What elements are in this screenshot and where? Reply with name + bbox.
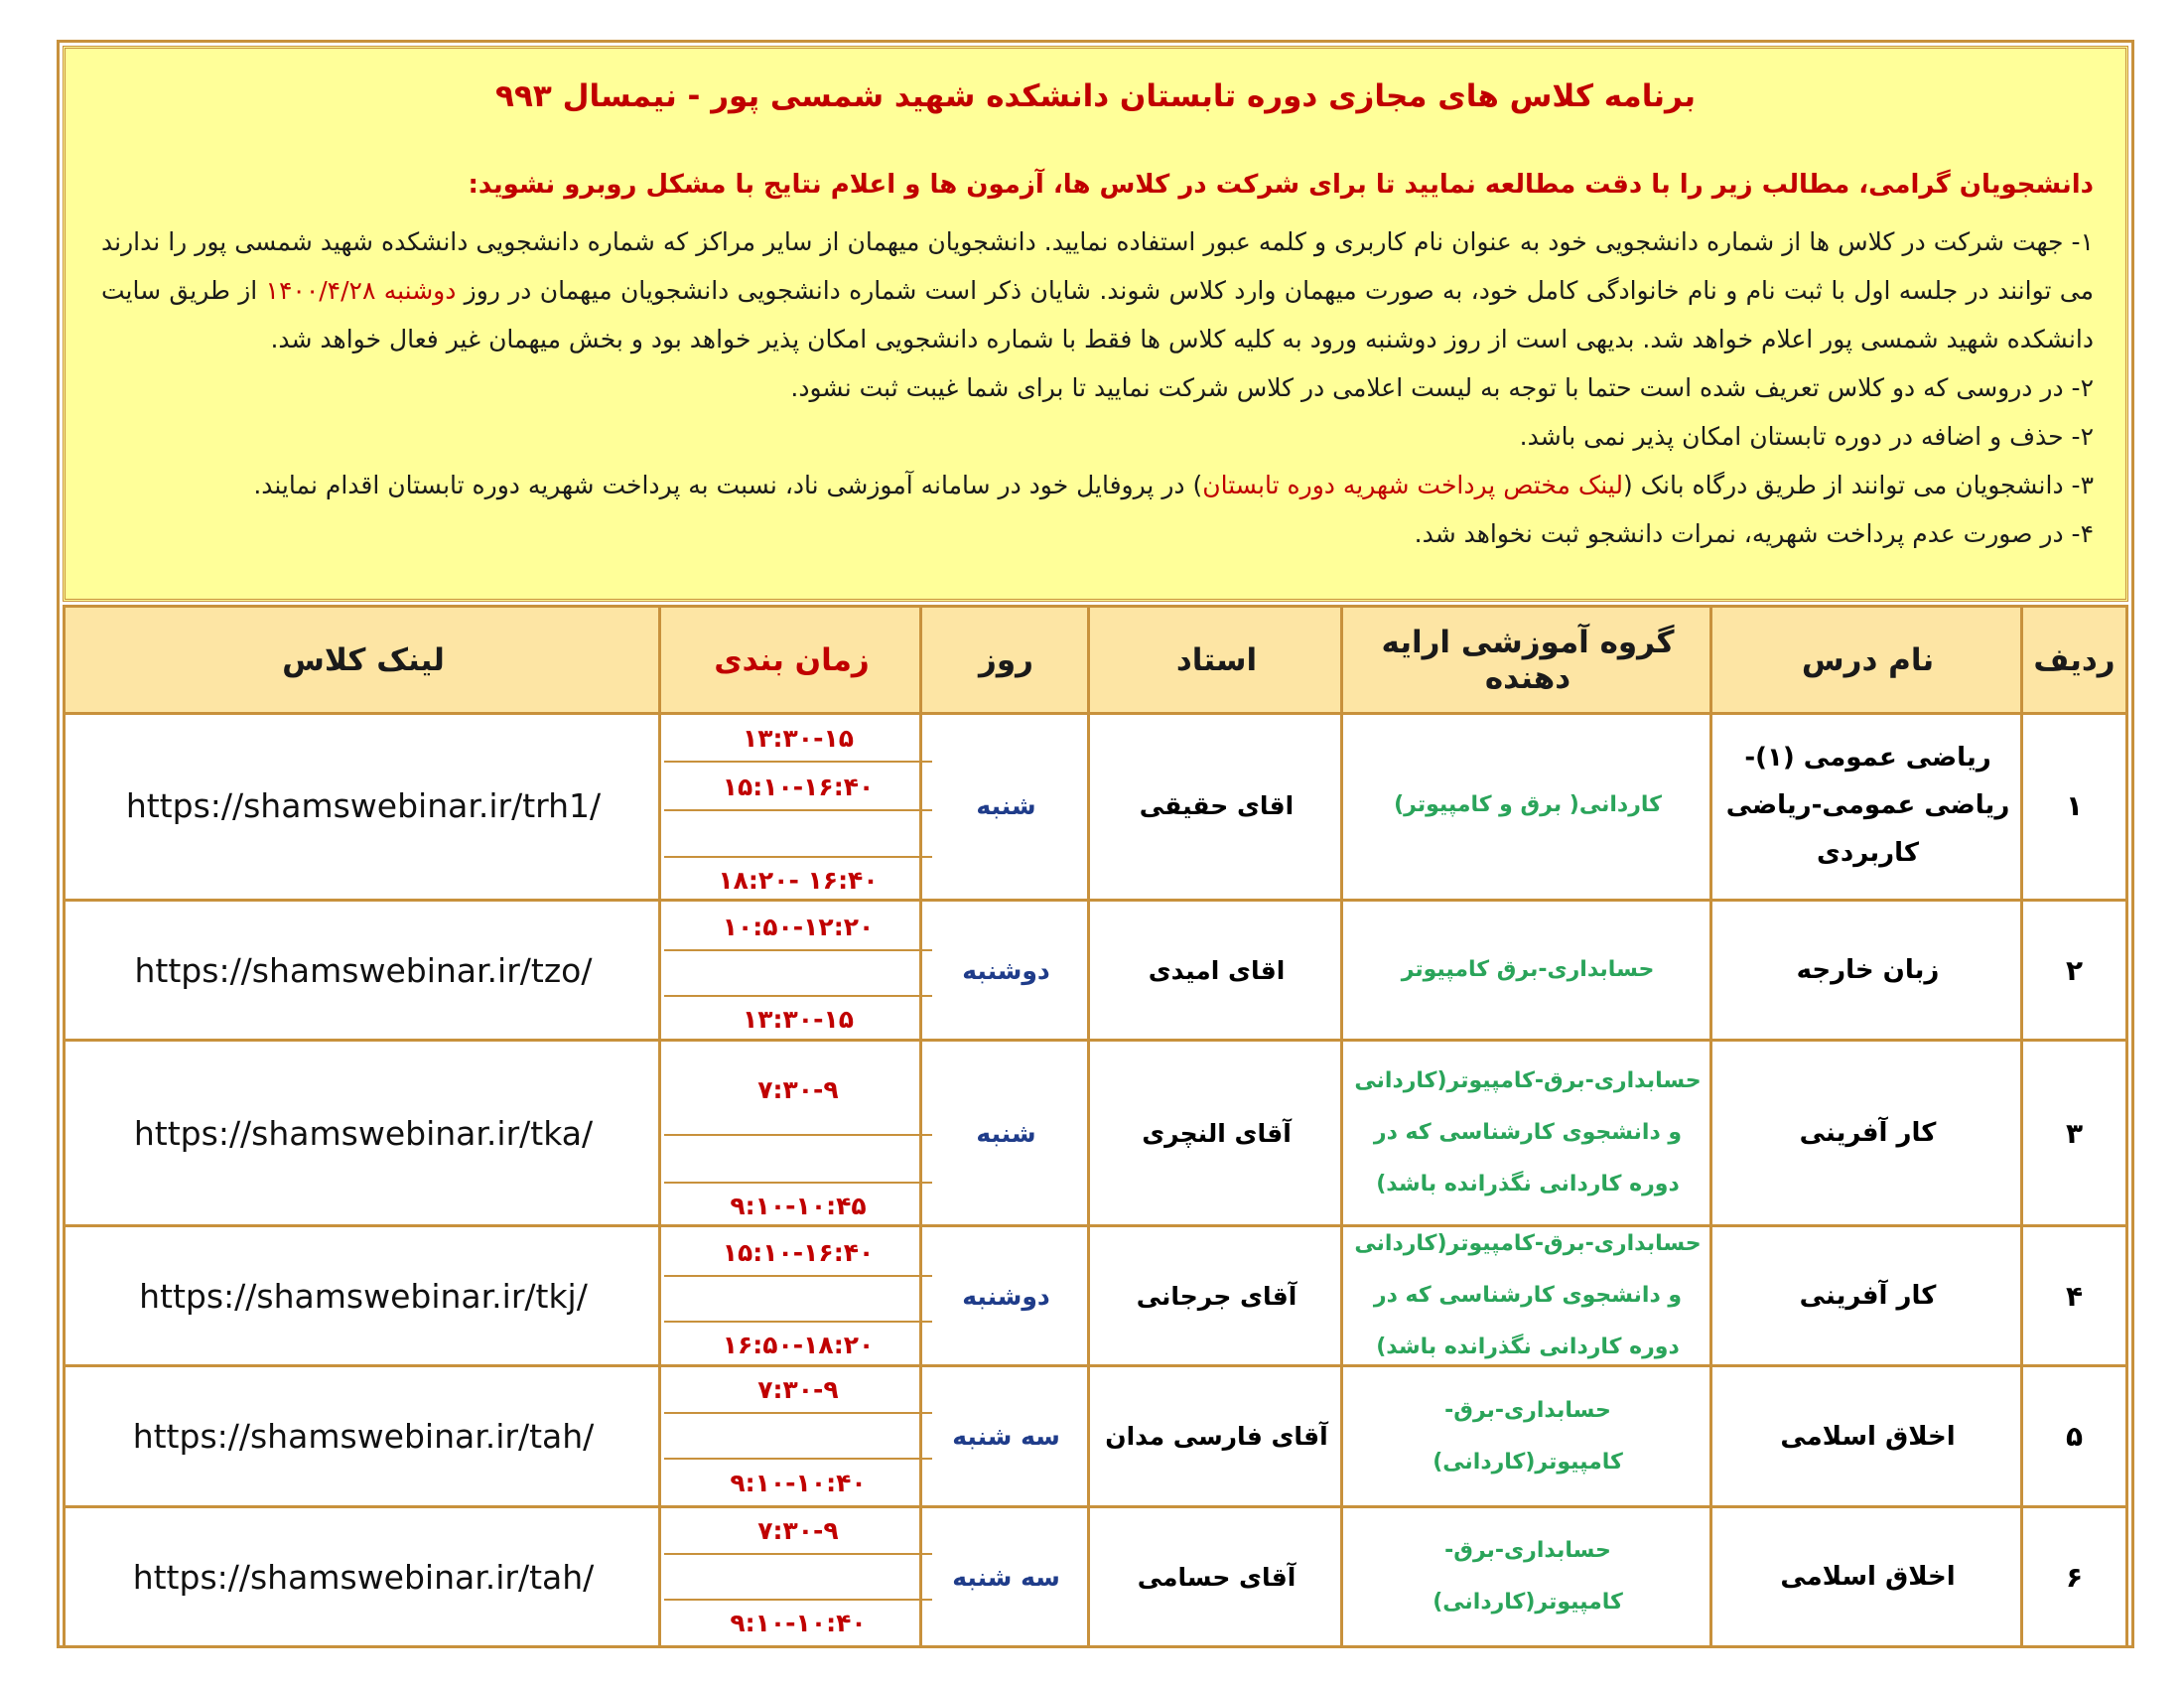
header-time: زمان بندی — [714, 641, 870, 678]
note-4: ۳- دانشجویان می توانند از طریق درگاه بانک (لینک مختص پرداخت شهریه دوره تابستان) در پروفایل خود در سامانه آموزشی ناد، نسبت به پرداخت شهریه دوره تابستان اقدام نمایند. — [253, 471, 2094, 499]
course-name: کار آفرینی — [1799, 1281, 1937, 1311]
class-link[interactable]: https://shamswebinar.ir/tzo/ — [134, 950, 593, 990]
header-day: روز — [979, 641, 1033, 678]
note-1-date: دوشنبه ۱۴۰۰/۴/۲۸ — [265, 276, 457, 305]
slot-divider — [664, 761, 932, 763]
course-name: ریاضی عمومی (۱)-ریاضی عمومی-ریاضی کاربردی — [1725, 743, 2010, 868]
tuition-payment-link[interactable]: لینک مختص پرداخت شهریه دوره تابستان — [1202, 471, 1623, 499]
group-name: حسابداری-برق-کامپیوتر(کاردانی) — [1433, 1397, 1623, 1475]
row-number: ۵ — [2065, 1420, 2084, 1453]
course-name: زبان خارجه — [1796, 955, 1940, 985]
note-3: ۲- حذف و اضافه در دوره تابستان امکان پذیر نمی باشد. — [1519, 422, 2094, 451]
class-day: شنبه — [976, 1118, 1036, 1148]
slot-divider — [664, 949, 932, 951]
class-link[interactable]: https://shamswebinar.ir/tka/ — [133, 1113, 594, 1153]
time-slot: ۱۶:۴۰ -۱۸:۲۰ — [718, 866, 879, 895]
class-link[interactable]: https://shamswebinar.ir/tah/ — [132, 1417, 595, 1456]
time-slot: ۱۳:۳۰-۱۵ — [743, 724, 854, 753]
note-1: ۱- جهت شرکت در کلاس ها از شماره دانشجویی خود به عنوان نام کاربری و کلمه عبور استفاده نمایید. دانشجویان میهمان از سایر مراکز که شماره دانشجویی دانشکده شهید شمسی پور را ندارند می توانند در جلسه اول با ثبت نام و نام خانوادگی کامل خود، به صورت میهمان وارد کلاس شوند. شایان ذکر است شماره دانشجویی دانشجویان میهمان در روز دوشنبه ۱۴۰۰/۴/۲۸ از طریق سایت دانشکده شهید شمسی پور اعلام خواهد شد. بدیهی است از روز دوشنبه ورود به کلیه کلاس ها فقط با شماره دانشجویی امکان پذیر خواهد بود و بخش میهمان غیر فعال خواهد شد. — [101, 227, 2094, 353]
slot-divider — [664, 1182, 932, 1184]
group-name: حسابداری-برق-کامپیوتر(کاردانی) — [1433, 1538, 1623, 1615]
notice-list — [101, 217, 2094, 558]
page-title: برنامه کلاس های مجازی دوره تابستان دانشکده شهید شمسی پور - نیمسال ۹۹۳ — [495, 78, 1696, 114]
time-slot: ۱۵:۱۰-۱۶:۴۰ — [722, 773, 875, 801]
row-number: ۴ — [2065, 1279, 2084, 1313]
slot-divider — [664, 1599, 932, 1601]
header-teacher: استاد — [1175, 641, 1258, 678]
class-link[interactable]: https://shamswebinar.ir/tkj/ — [139, 1276, 588, 1316]
teacher-name: اقای حقیقی — [1139, 790, 1295, 820]
header-course: نام درس — [1801, 641, 1935, 678]
class-link[interactable]: https://shamswebinar.ir/tah/ — [132, 1557, 595, 1597]
slot-divider — [664, 1553, 932, 1555]
teacher-name: آقای جرجانی — [1136, 1281, 1297, 1311]
time-slot: ۱۵:۱۰-۱۶:۴۰ — [722, 1238, 875, 1267]
schedule-table — [63, 605, 2128, 1648]
time-slot: ۱۶:۵۰-۱۸:۲۰ — [722, 1331, 875, 1359]
row-number: ۳ — [2065, 1116, 2084, 1150]
row-number: ۲ — [2065, 953, 2084, 987]
group-name: حسابداری-برق کامپیوتر — [1401, 957, 1655, 982]
note-2: ۲- در دروسی که دو کلاس تعریف شده است حتما با توجه به لیست اعلامی در کلاس شرکت نمایید تا برای شما غیبت ثبت نشود. — [790, 373, 2094, 402]
time-slot: ۹:۱۰-۱۰:۴۰ — [730, 1609, 867, 1637]
slot-divider — [664, 1321, 932, 1323]
class-day: دوشنبه — [962, 955, 1050, 985]
slot-divider — [664, 1458, 932, 1460]
time-slot: ۹:۱۰-۱۰:۴۰ — [730, 1469, 867, 1497]
slot-divider — [664, 1275, 932, 1277]
time-slot: ۹:۱۰-۱۰:۴۵ — [730, 1192, 867, 1220]
header-link: لینک کلاس — [282, 641, 445, 678]
slot-divider — [664, 1134, 932, 1136]
course-name: کار آفرینی — [1799, 1118, 1937, 1148]
note-5: ۴- در صورت عدم پرداخت شهریه، نمرات دانشجو ثبت نخواهد شد. — [1414, 519, 2094, 548]
teacher-name: آقای النچری — [1142, 1118, 1292, 1148]
teacher-name: آقای فارسی مدان — [1105, 1422, 1328, 1451]
slot-divider — [664, 856, 932, 858]
header-group: گروه آموزشی ارایه دهنده — [1381, 624, 1675, 696]
class-day: دوشنبه — [962, 1281, 1050, 1311]
group-name: کاردانی( برق و کامپیوتر) — [1394, 792, 1662, 817]
time-slot: ۷:۳۰-۹ — [757, 1075, 839, 1104]
group-name: حسابداری-برق-کامپیوتر(کاردانی و دانشجوی کارشناسی که در دوره کاردانی نگذرانده باشد) — [1354, 1231, 1702, 1359]
notice-intro: دانشجویان گرامی، مطالب زیر را با دقت مطالعه نمایید تا برای شرکت در کلاس ها، آزمون ها و اعلام نتایج با مشکل روبرو نشوید: — [468, 170, 2094, 200]
teacher-name: اقای امیدی — [1148, 955, 1286, 985]
group-name: حسابداری-برق-کامپیوتر(کاردانی و دانشجوی کارشناسی که در دوره کاردانی نگذرانده باشد) — [1354, 1068, 1702, 1196]
row-number: ۶ — [2065, 1560, 2084, 1594]
class-day: شنبه — [976, 790, 1036, 820]
time-slot: ۷:۳۰-۹ — [757, 1516, 839, 1545]
class-day: سه شنبه — [952, 1422, 1060, 1451]
time-slot: ۱۰:۵۰-۱۲:۲۰ — [722, 913, 875, 941]
course-name: اخلاق اسلامی — [1780, 1562, 1956, 1592]
slot-divider — [664, 995, 932, 997]
header-num: ردیف — [2033, 641, 2116, 678]
slot-divider — [664, 809, 932, 811]
course-name: اخلاق اسلامی — [1780, 1421, 1956, 1452]
teacher-name: آقای حسامی — [1137, 1562, 1297, 1592]
row-number: ۱ — [2065, 788, 2084, 822]
time-slot: ۷:۳۰-۹ — [757, 1375, 839, 1404]
time-slot: ۱۳:۳۰-۱۵ — [743, 1005, 854, 1034]
notice-box — [63, 46, 2128, 602]
class-link[interactable]: https://shamswebinar.ir/trh1/ — [125, 785, 602, 825]
class-day: سه شنبه — [952, 1562, 1060, 1592]
slot-divider — [664, 1412, 932, 1414]
